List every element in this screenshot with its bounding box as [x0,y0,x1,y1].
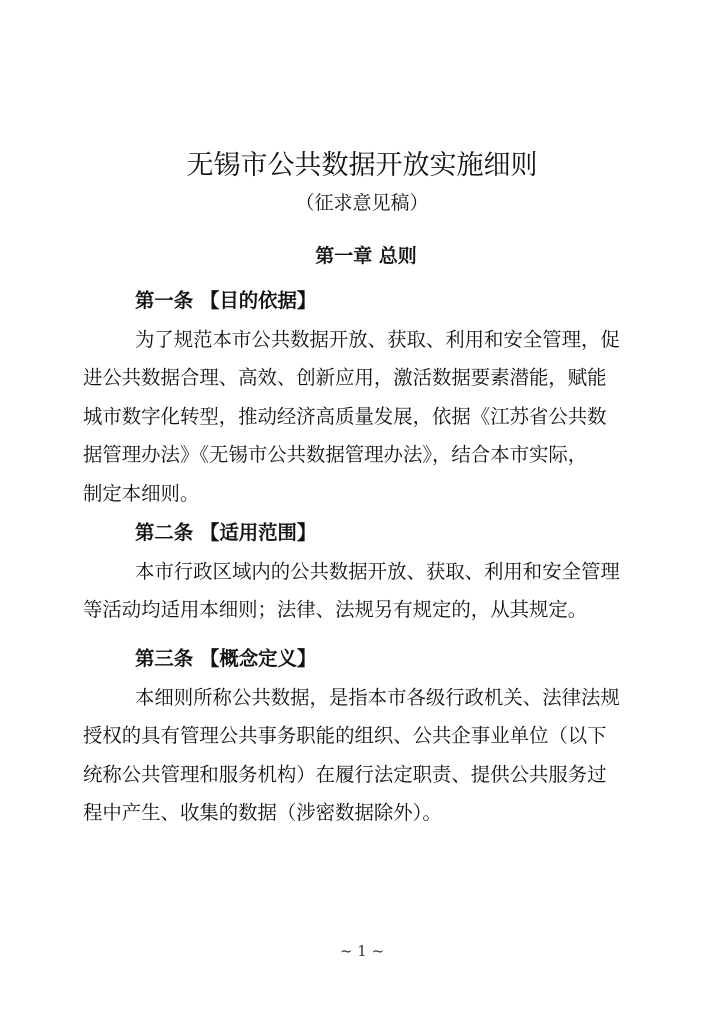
article-heading: 第二条 【适用范围】 [135,521,317,544]
article-heading: 第一条 【目的依据】 [135,289,317,312]
paragraph-line: 本市行政区域内的公共数据开放、获取、利用和安全管理 [135,559,620,583]
paragraph-line: 等活动均适用本细则；法律、法规另有规定的，从其规定。 [83,598,588,621]
page-number: ~ 1 ~ [339,942,385,960]
paragraph-line: 授权的具有管理公共事务职能的组织、公共企事业单位（以下 [83,724,607,747]
article-paragraph [83,679,635,833]
paragraph-line: 本细则所称公共数据，是指本市各级行政机关、法律法规 [135,685,620,709]
document-subtitle: （征求意见稿） [295,192,429,214]
paragraph-line: 据管理办法》《无锡市公共数据管理办法》，结合本市实际， [83,443,588,466]
article-2 [83,514,635,630]
article-paragraph [83,553,635,630]
paragraph-line: 程中产生、收集的数据（涉密数据除外）。 [83,801,442,824]
paragraph-line: 进公共数据合理、高效、创新应用，激活数据要素潜能，赋能 [83,366,607,389]
article-heading: 第三条 【概念定义】 [135,647,317,670]
paragraph-line: 制定本细则。 [83,481,200,505]
paragraph-line: 为了规范本市公共数据开放、获取、利用和安全管理，促 [135,327,620,351]
document-title: 无锡市公共数据开放实施细则 [186,150,538,181]
article-paragraph [83,321,635,514]
chapter-heading: 第一章 总则 [315,245,417,267]
paragraph-line: 城市数字化转型，推动经济高质量发展，依据《江苏省公共数 [83,404,607,428]
article-1 [83,282,635,513]
article-3 [83,640,635,833]
paragraph-line: 统称公共管理和服务机构）在履行法定职责、提供公共服务过 [83,762,607,786]
